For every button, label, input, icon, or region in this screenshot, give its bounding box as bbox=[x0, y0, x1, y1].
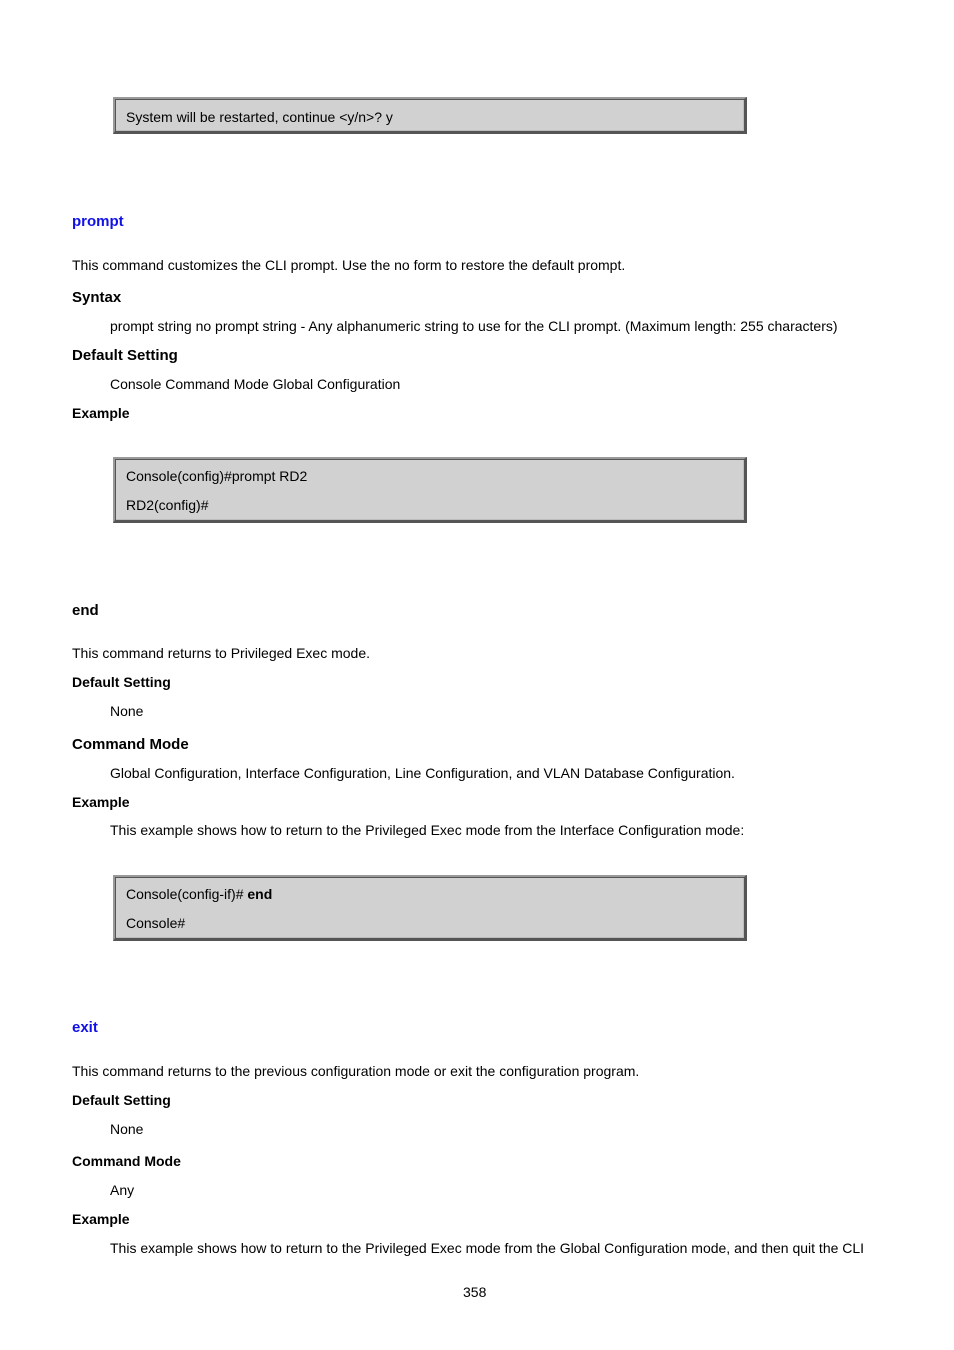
default-setting-text: None bbox=[110, 703, 144, 719]
example-heading: Example bbox=[72, 1211, 130, 1227]
code-prefix: Console(config-if)# bbox=[126, 886, 248, 902]
code-command: end bbox=[247, 886, 273, 902]
command-title-prompt: prompt bbox=[72, 213, 124, 230]
code-example-end bbox=[113, 875, 747, 941]
code-line: Console(config)#prompt RD2 bbox=[126, 468, 308, 484]
command-mode-text: Any bbox=[110, 1182, 135, 1198]
code-line: Console# bbox=[126, 915, 186, 931]
syntax-heading: Syntax bbox=[72, 289, 122, 306]
default-setting-text: None bbox=[110, 1121, 144, 1137]
code-example-prompt bbox=[113, 457, 747, 523]
command-mode-text: Global Configuration, Interface Configuration, Line Configuration, and VLAN Database Configuration. bbox=[110, 765, 735, 781]
command-mode-heading: Command Mode bbox=[72, 736, 189, 753]
command-description: This command customizes the CLI prompt. Use the no form to restore the default prompt. bbox=[72, 257, 626, 273]
command-title-exit: exit bbox=[72, 1019, 98, 1036]
command-title-end: end bbox=[72, 602, 99, 619]
default-setting-heading: Default Setting bbox=[72, 674, 171, 690]
page-number: 358 bbox=[463, 1284, 487, 1300]
default-setting-heading: Default Setting bbox=[72, 347, 178, 364]
example-text: This example shows how to return to the Privileged Exec mode from the Interface Configuration mode: bbox=[110, 822, 745, 838]
command-mode-heading: Command Mode bbox=[72, 1153, 181, 1169]
command-description: This command returns to Privileged Exec mode. bbox=[72, 645, 371, 661]
code-example-restart bbox=[113, 97, 747, 134]
command-description: This command returns to the previous configuration mode or exit the configuration program. bbox=[72, 1063, 640, 1079]
example-text: This example shows how to return to the Privileged Exec mode from the Global Configuration mode, and then quit the CLI bbox=[110, 1240, 865, 1256]
example-heading: Example bbox=[72, 405, 130, 421]
example-heading: Example bbox=[72, 794, 130, 810]
syntax-text: prompt string no prompt string - Any alphanumeric string to use for the CLI prompt. (Maximum length: 255 characters) bbox=[110, 318, 838, 334]
code-line: RD2(config)# bbox=[126, 497, 209, 513]
code-line: System will be restarted, continue <y/n>? y bbox=[126, 109, 393, 125]
code-line bbox=[126, 886, 272, 902]
default-setting-heading: Default Setting bbox=[72, 1092, 171, 1108]
default-setting-text: Console Command Mode Global Configuration bbox=[110, 376, 401, 392]
